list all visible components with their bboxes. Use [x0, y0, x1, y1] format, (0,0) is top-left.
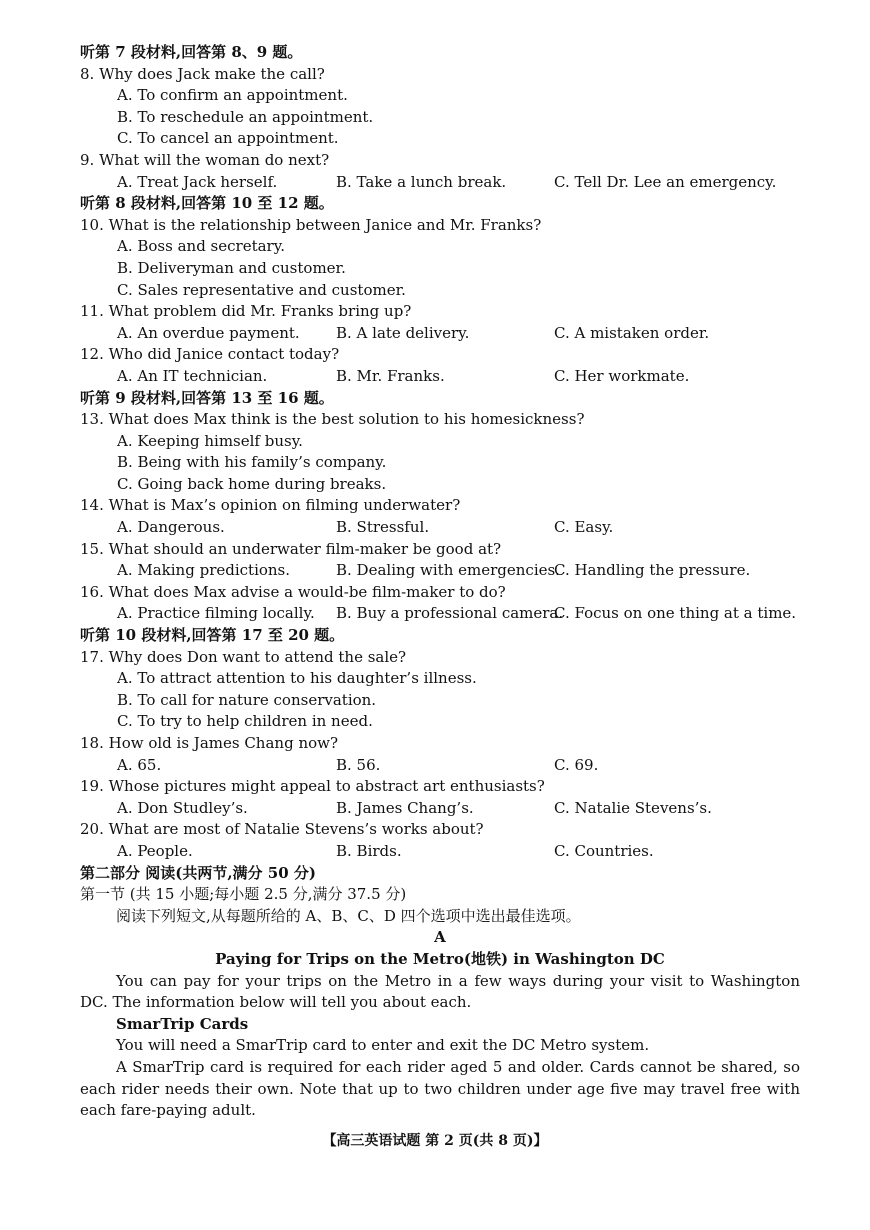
q9-option-b: B. Take a lunch break.: [336, 172, 507, 191]
listening-section-7-heading: 听第 7 段材料,回答第 8、9 题。: [80, 43, 303, 61]
question-20: 20. What are most of Natalie Stevens’s works about?: [80, 820, 484, 839]
question-14: 14. What is Max’s opinion on filming underwater?: [80, 496, 461, 515]
q18-options: [80, 755, 800, 777]
q17-option-a: A. To attract attention to his daughter’s illness.: [117, 669, 477, 688]
listening-section-10-heading: 听第 10 段材料,回答第 17 至 20 题。: [80, 626, 345, 645]
q8-option-c: C. To cancel an appointment.: [117, 129, 339, 148]
question-9: 9. What will the woman do next?: [80, 150, 330, 169]
q13-option-a: A. Keeping himself busy.: [117, 431, 303, 450]
q14-option-c: C. Easy.: [554, 518, 614, 537]
q19-options: [80, 798, 800, 820]
q19-option-c: C. Natalie Stevens’s.: [554, 798, 712, 817]
passage-paragraph-2: You will need a SmarTrip card to enter and exit the DC Metro system.: [116, 1036, 650, 1055]
exam-page: [80, 42, 800, 1122]
part-two-heading: 第二部分 阅读(共两节,满分 50 分): [80, 863, 316, 882]
q14-option-a: A. Dangerous.: [117, 518, 225, 537]
q20-options: [80, 841, 800, 863]
q16-option-c: C. Focus on one thing at a time.: [554, 604, 797, 623]
question-17: 17. Why does Don want to attend the sale?: [80, 647, 407, 666]
q18-option-c: C. 69.: [554, 755, 599, 774]
question-16: 16. What does Max advise a would-be film-maker to do?: [80, 582, 506, 601]
q13-option-c: C. Going back home during breaks.: [117, 474, 387, 493]
q9-option-a: A. Treat Jack herself.: [117, 172, 278, 191]
q19-option-b: B. James Chang’s.: [336, 798, 474, 817]
q16-option-b: B. Buy a professional camera.: [336, 604, 564, 623]
question-8: 8. Why does Jack make the call?: [80, 64, 325, 83]
q13-option-b: B. Being with his family’s company.: [117, 453, 387, 472]
question-18: 18. How old is James Chang now?: [80, 734, 339, 752]
q20-option-a: A. People.: [117, 841, 193, 860]
q9-options: [80, 172, 800, 194]
q12-option-c: C. Her workmate.: [554, 366, 690, 385]
q14-options: [80, 517, 800, 539]
q10-option-c: C. Sales representative and customer.: [117, 280, 406, 299]
q17-option-c: C. To try to help children in need.: [117, 712, 373, 731]
question-11: 11. What problem did Mr. Franks bring up?: [80, 302, 412, 321]
passage-title: Paying for Trips on the Metro(地铁) in Washington DC: [215, 949, 665, 968]
passage-paragraph-3: A SmarTrip card is required for each rider aged 5 and older. Cards cannot be shared, so each rider needs their own. Note that up to two children under age five may travel free with each fare-paying adult.: [80, 1057, 800, 1120]
q15-option-c: C. Handling the pressure.: [554, 561, 751, 580]
q12-option-b: B. Mr. Franks.: [336, 366, 445, 385]
q16-options: [80, 603, 800, 625]
q8-option-a: A. To confirm an appointment.: [117, 86, 348, 105]
q10-option-a: A. Boss and secretary.: [117, 237, 285, 256]
reading-instruction: 阅读下列短文,从每题所给的 A、B、C、D 四个选项中选出最佳选项。: [116, 906, 581, 925]
question-10: 10. What is the relationship between Janice and Mr. Franks?: [80, 215, 542, 234]
q11-option-c: C. A mistaken order.: [554, 323, 710, 342]
q18-option-a: A. 65.: [117, 755, 162, 774]
passage-letter: A: [434, 928, 446, 947]
q19-option-a: A. Don Studley’s.: [117, 798, 248, 817]
q14-option-b: B. Stressful.: [336, 518, 430, 537]
q12-options: [80, 366, 800, 388]
q16-option-a: A. Practice filming locally.: [117, 604, 315, 623]
q18-option-b: B. 56.: [336, 755, 381, 774]
q11-option-a: A. An overdue payment.: [117, 323, 300, 342]
q17-option-b: B. To call for nature conservation.: [117, 690, 377, 709]
q8-option-b: B. To reschedule an appointment.: [117, 107, 374, 126]
q12-option-a: A. An IT technician.: [117, 366, 268, 385]
q15-options: [80, 560, 800, 582]
question-12: 12. Who did Janice contact today?: [80, 345, 340, 364]
passage-subheading: SmarTrip Cards: [116, 1014, 249, 1033]
question-13: 13. What does Max think is the best solution to his homesickness?: [80, 410, 585, 429]
passage-paragraph-1: You can pay for your trips on the Metro in a few ways during your visit to Washington DC. The information below will tell you about each.: [80, 971, 800, 1012]
q20-option-b: B. Birds.: [336, 841, 402, 860]
q11-options: [80, 323, 800, 345]
question-15: 15. What should an underwater film-maker be good at?: [80, 539, 502, 558]
q11-option-b: B. A late delivery.: [336, 323, 470, 342]
q20-option-c: C. Countries.: [554, 841, 654, 860]
q9-option-c: C. Tell Dr. Lee an emergency.: [554, 172, 777, 191]
q15-option-b: B. Dealing with emergencies.: [336, 561, 560, 580]
listening-section-9-heading: 听第 9 段材料,回答第 13 至 16 题。: [80, 388, 334, 407]
page-footer: 【高三英语试题 第 2 页(共 8 页)】: [322, 1133, 548, 1149]
q15-option-a: A. Making predictions.: [117, 561, 291, 580]
question-19: 19. Whose pictures might appeal to abstract art enthusiasts?: [80, 777, 545, 796]
q10-option-b: B. Deliveryman and customer.: [117, 258, 346, 277]
part-two-section-one-heading: 第一节 (共 15 小题;每小题 2.5 分,满分 37.5 分): [80, 885, 407, 904]
listening-section-8-heading: 听第 8 段材料,回答第 10 至 12 题。: [80, 194, 334, 213]
